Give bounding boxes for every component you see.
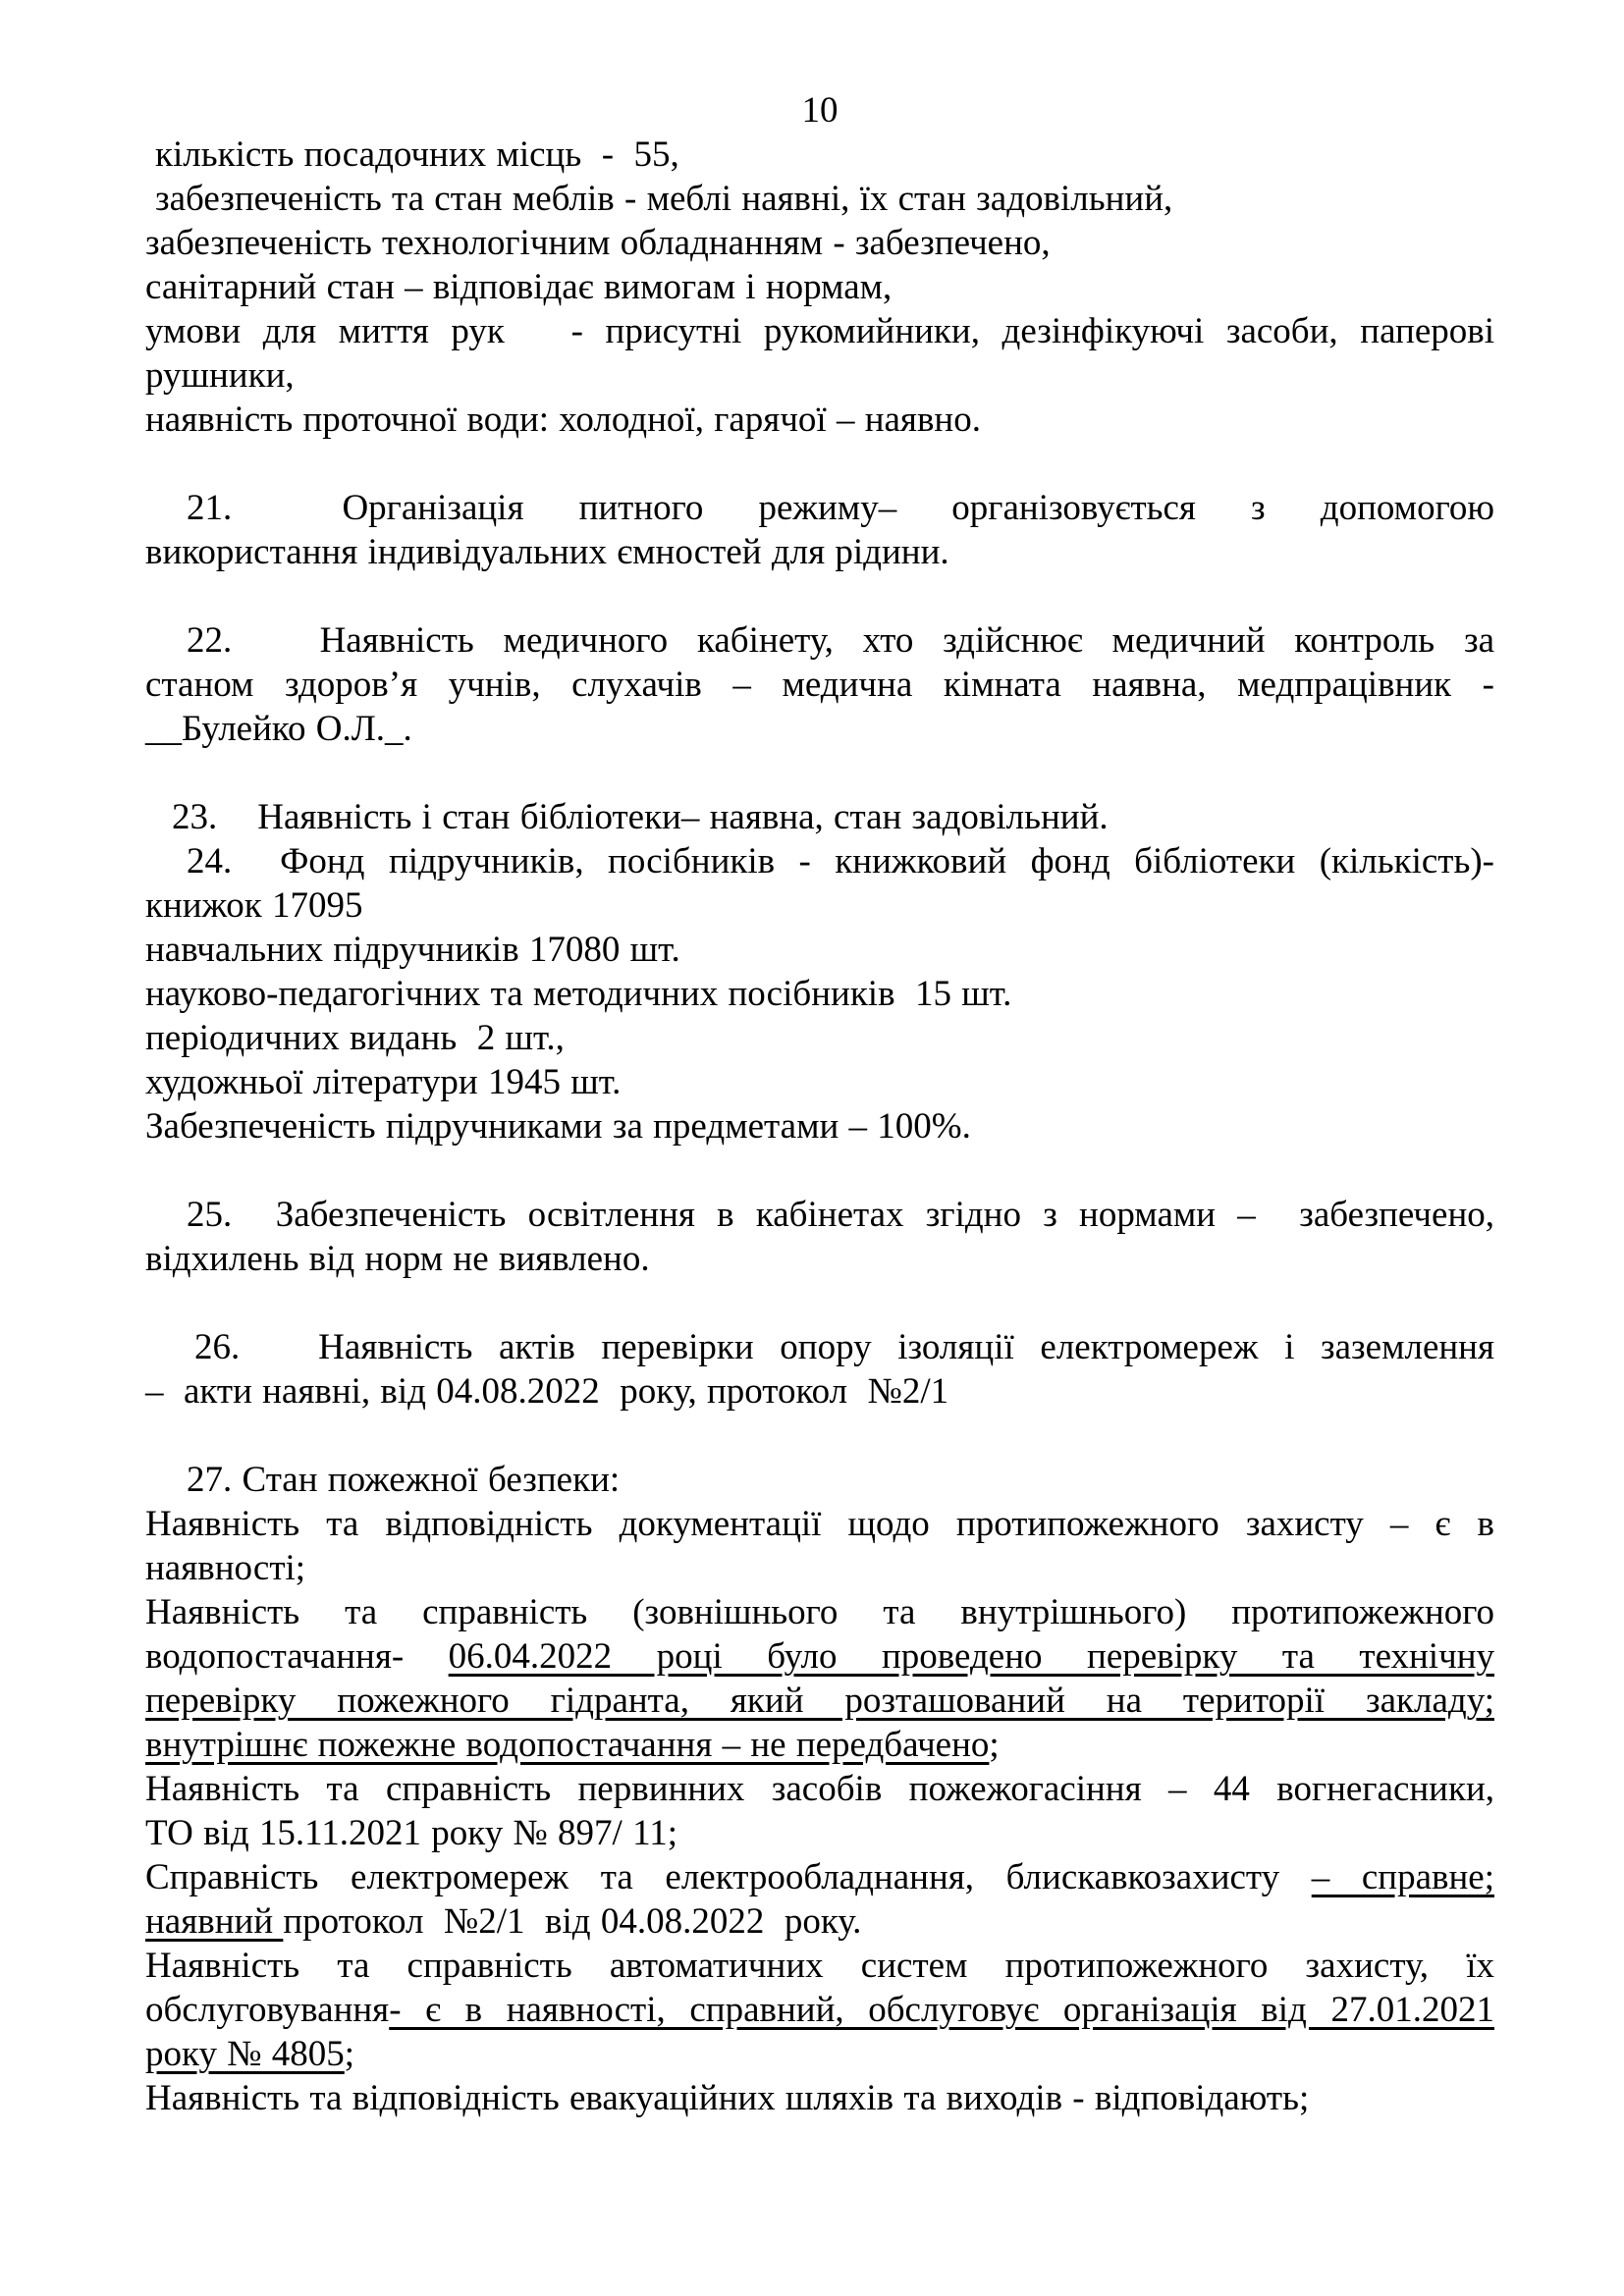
page-number: 10 (801, 90, 839, 131)
text-run: 27. Стан пожежної безпеки: (187, 1460, 621, 1500)
text-line (145, 883, 1494, 928)
text-line (145, 1016, 1494, 1060)
text-line (145, 1811, 1494, 1855)
text-run: обслуговування (145, 1990, 390, 2030)
text-run: книжок 17095 (145, 885, 363, 926)
text-line (145, 707, 1494, 751)
text-run: Справність електромереж та електрообладнання, блискавкозахисту (145, 1857, 1312, 1897)
text-run: – акти наявні, від 04.08.2022 року, протокол №2/1 (145, 1371, 949, 1412)
text-run: 21. Організація питного режиму– організовується з допомогою (187, 488, 1494, 528)
text-run: 22. Наявність медичного кабінету, хто здійснює медичний контроль за (187, 620, 1494, 661)
text-run: художньої літератури 1945 шт. (145, 1062, 622, 1102)
blank-line (145, 1281, 1494, 1325)
underlined-text-run: - є в наявності, справний, обслуговує організація від 27.01.2021 (389, 1990, 1494, 2030)
text-line (145, 1855, 1494, 1899)
text-line (145, 398, 1494, 442)
text-line (145, 1767, 1494, 1811)
text-line (145, 2076, 1494, 2120)
text-line (145, 1502, 1494, 1546)
blank-line (145, 1148, 1494, 1193)
text-run: __Булейко О.Л._. (145, 709, 412, 749)
text-run: науково-педагогічних та методичних посібників 15 шт. (145, 974, 1012, 1014)
text-line (145, 1944, 1494, 1988)
text-line (145, 353, 1494, 398)
text-run: водопостачання- (145, 1636, 449, 1677)
text-line (145, 133, 1494, 177)
text-run: умови для миття рук - присутні рукомийники, дезінфікуючі засоби, паперові (145, 311, 1494, 351)
text-line (145, 618, 1494, 663)
text-line (145, 1723, 1494, 1767)
text-line (145, 928, 1494, 972)
text-line (145, 265, 1494, 309)
text-line (145, 1899, 1494, 1944)
text-line (145, 1369, 1494, 1414)
text-run: 23. Наявність і стан бібліотеки– наявна, стан задовільний. (172, 797, 1109, 837)
text-run: використання індивідуальних ємностей для рідини. (145, 532, 949, 572)
text-line (145, 1104, 1494, 1148)
text-run: ; (344, 2034, 355, 2074)
text-run: 24. Фонд підручників, посібників - книжковий фонд бібліотеки (кількість)- (187, 841, 1494, 881)
text-run: наявність проточної води: холодної, гарячої – наявно. (145, 400, 981, 440)
text-run: відхилень від норм не виявлено. (145, 1239, 650, 1279)
text-line (145, 1634, 1494, 1679)
text-line (145, 972, 1494, 1016)
text-run: санітарний стан – відповідає вимогам і нормам, (145, 267, 893, 307)
text-run: 26. Наявність актів перевірки опору ізоляції електромереж і заземлення (194, 1327, 1494, 1367)
text-run: кількість посадочних місць - 55, (155, 134, 679, 175)
text-run: забезпеченість та стан меблів - меблі наявні, їх стан задовільний, (155, 179, 1173, 219)
text-line (145, 2032, 1494, 2076)
underlined-text-run: 06.04.2022 році було проведено перевірку та технічну (448, 1636, 1494, 1677)
text-line (145, 309, 1494, 353)
text-run: забезпеченість технологічним обладнанням - забезпечено, (145, 223, 1051, 263)
blank-line (145, 1414, 1494, 1458)
blank-line (145, 442, 1494, 486)
text-line (145, 177, 1494, 221)
text-line (145, 1679, 1494, 1723)
text-line (145, 1237, 1494, 1281)
text-line (145, 663, 1494, 707)
text-run: 25. Забезпеченість освітлення в кабінетах згідно з нормами – забезпечено, (187, 1195, 1494, 1235)
text-run: навчальних підручників 17080 шт. (145, 930, 680, 970)
text-line (145, 530, 1494, 574)
text-line (145, 1458, 1494, 1502)
text-line (145, 1546, 1494, 1590)
underlined-text-run: внутрішнє пожежне водопостачання – не передбачено (145, 1725, 990, 1765)
underlined-text-run: – справне; (1311, 1857, 1494, 1897)
text-run: Наявність та відповідність документації щодо протипожежного захисту – є в (145, 1504, 1494, 1544)
text-line (145, 1060, 1494, 1104)
text-line (145, 1193, 1494, 1237)
blank-line (145, 574, 1494, 618)
text-run: станом здоров’я учнів, слухачів – медична кімната наявна, медпрацівник - (145, 665, 1494, 705)
text-line (145, 839, 1494, 883)
document-body (145, 133, 1494, 2120)
blank-line (145, 751, 1494, 795)
underlined-text-run: року № 4805 (145, 2034, 345, 2074)
text-line (145, 1590, 1494, 1634)
text-run: Наявність та відповідність евакуаційних шляхів та виходів - відповідають; (145, 2078, 1310, 2118)
text-run: періодичних видань 2 шт., (145, 1018, 565, 1058)
text-run: наявності; (145, 1548, 306, 1588)
text-run: рушники, (145, 355, 295, 396)
text-run: Наявність та справність (зовнішнього та внутрішнього) протипожежного (145, 1592, 1494, 1632)
text-run: протокол №2/1 від 04.08.2022 року. (283, 1901, 862, 1942)
text-line (145, 795, 1494, 839)
text-run: ТО від 15.11.2021 року № 897/ 11; (145, 1813, 677, 1853)
text-run: Забезпеченість підручниками за предметами – 100%. (145, 1106, 971, 1147)
text-line (145, 1988, 1494, 2032)
underlined-text-run: перевірку пожежного гідранта, який розташований на території закладу; (145, 1681, 1494, 1721)
text-line (145, 221, 1494, 265)
text-run: Наявність та справність автоматичних систем протипожежного захисту, їх (145, 1946, 1494, 1986)
text-run: Наявність та справність первинних засобів пожежогасіння – 44 вогнегасники, (145, 1769, 1494, 1809)
text-line (145, 486, 1494, 530)
underlined-text-run: наявний (145, 1901, 284, 1942)
text-run: ; (989, 1725, 1000, 1765)
text-line (145, 1325, 1494, 1369)
